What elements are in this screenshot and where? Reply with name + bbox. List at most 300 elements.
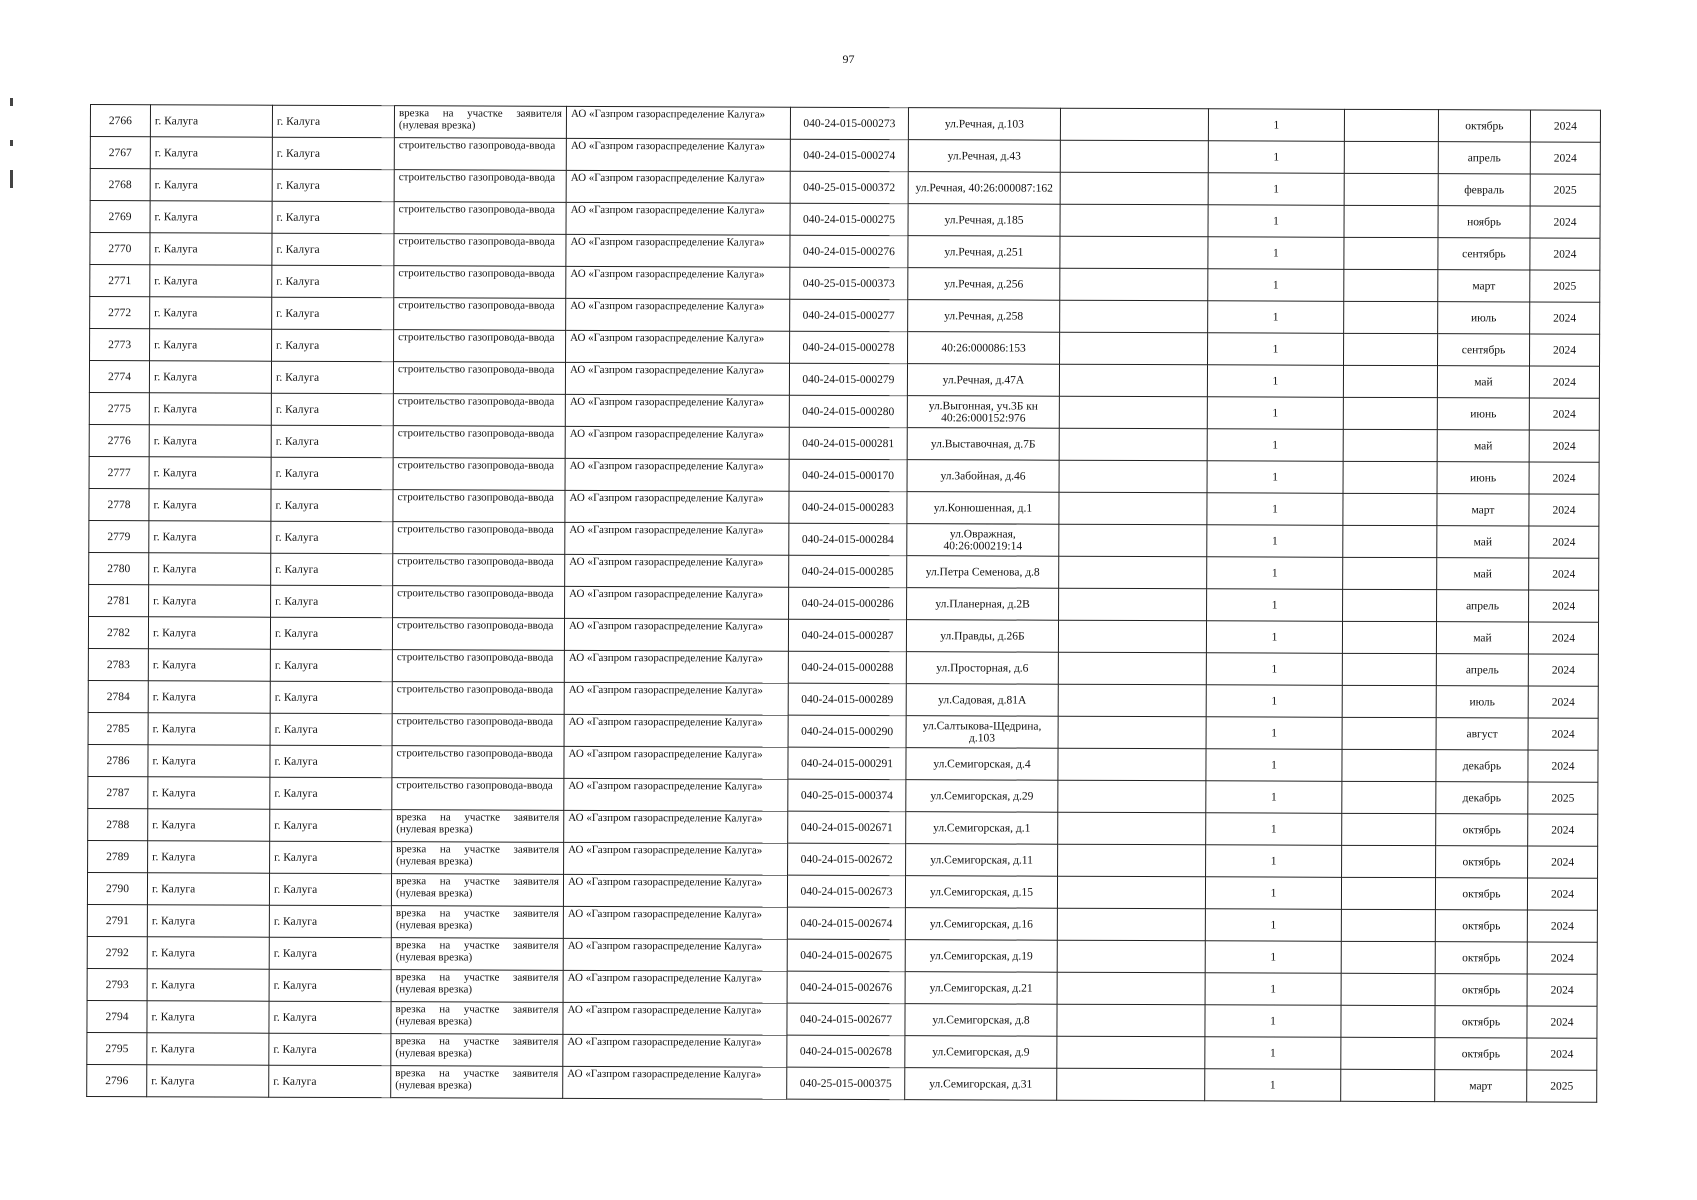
quantity-cell: 1 [1207, 557, 1343, 590]
application-code-cell: 040-25-015-000373 [790, 267, 908, 299]
organization-cell: АО «Газпром газораспределение Калуга» [565, 490, 789, 523]
application-code-cell: 040-24-015-002678 [787, 1035, 905, 1067]
month-cell: октябрь [1435, 942, 1527, 974]
application-code-cell: 040-24-015-000291 [788, 747, 906, 779]
year-cell: 2024 [1528, 846, 1598, 878]
settlement-cell: г. Калуга [270, 841, 392, 873]
year-cell: 2024 [1528, 718, 1598, 750]
application-code-cell: 040-24-015-000279 [789, 363, 907, 395]
empty-cell [1344, 109, 1438, 141]
organization-cell: АО «Газпром газораспределение Калуга» [563, 1002, 787, 1035]
address-cell: ул.Семигорская, д.1 [906, 812, 1058, 845]
row-number-cell: 2774 [89, 361, 149, 393]
application-code-cell: 040-24-015-002675 [787, 939, 905, 971]
empty-cell [1342, 717, 1436, 749]
empty-cell [1341, 877, 1435, 909]
year-cell: 2024 [1529, 494, 1599, 526]
month-cell: октябрь [1435, 878, 1527, 910]
empty-cell [1342, 845, 1436, 877]
month-cell: октябрь [1436, 814, 1528, 846]
empty-cell [1058, 652, 1206, 685]
work-type-cell: строительство газопровода-ввода [393, 426, 565, 459]
year-cell: 2024 [1530, 302, 1600, 334]
district-cell: г. Калуга [148, 617, 270, 649]
district-cell: г. Калуга [147, 1065, 269, 1097]
work-type-cell: строительство газопровода-ввода [393, 458, 565, 491]
year-cell: 2025 [1527, 1070, 1597, 1102]
work-type-cell: строительство газопровода-ввода [393, 394, 565, 427]
year-cell: 2024 [1529, 590, 1599, 622]
organization-cell: АО «Газпром газораспределение Калуга» [565, 362, 789, 395]
work-type-cell: врезка на участке заявителя (нулевая врезка) [391, 1066, 563, 1099]
year-cell: 2024 [1527, 1038, 1597, 1070]
row-number-cell: 2794 [87, 1000, 147, 1032]
quantity-cell: 1 [1208, 269, 1344, 302]
application-code-cell: 040-24-015-002677 [787, 1003, 905, 1035]
month-cell: март [1437, 494, 1529, 526]
settlement-cell: г. Калуга [270, 649, 392, 681]
address-cell: ул.Конюшенная, д.1 [907, 492, 1059, 525]
work-type-cell: врезка на участке заявителя (нулевая врезка) [392, 842, 564, 875]
application-code-cell: 040-25-015-000372 [790, 171, 908, 203]
work-type-cell: строительство газопровода-ввода [392, 650, 564, 683]
work-type-cell: строительство газопровода-ввода [394, 234, 566, 267]
empty-cell [1342, 685, 1436, 717]
empty-cell [1060, 268, 1208, 301]
address-cell: ул.Забойная, д.46 [907, 460, 1059, 493]
row-number-cell: 2792 [87, 936, 147, 968]
row-number-cell: 2772 [90, 297, 150, 329]
application-code-cell: 040-24-015-000281 [789, 427, 907, 459]
address-cell: ул.Речная, д.103 [908, 108, 1060, 141]
organization-cell: АО «Газпром газораспределение Калуга» [564, 650, 788, 683]
empty-cell [1058, 844, 1206, 877]
address-cell: ул.Выгонная, уч.3Б кн 40:26:000152:976 [907, 396, 1059, 429]
empty-cell [1060, 236, 1208, 269]
empty-cell [1057, 972, 1205, 1005]
month-cell: декабрь [1436, 782, 1528, 814]
empty-cell [1058, 748, 1206, 781]
address-cell: ул.Речная, д.185 [908, 204, 1060, 237]
work-type-cell: строительство газопровода-ввода [393, 586, 565, 619]
work-type-cell: врезка на участке заявителя (нулевая врезка) [391, 906, 563, 939]
empty-cell [1344, 141, 1438, 173]
application-code-cell: 040-24-015-000288 [788, 651, 906, 683]
district-cell: г. Калуга [148, 809, 270, 841]
application-code-cell: 040-24-015-002676 [787, 971, 905, 1003]
year-cell: 2024 [1528, 750, 1598, 782]
address-cell: ул.Семигорская, д.31 [905, 1068, 1057, 1101]
quantity-cell: 1 [1207, 525, 1343, 558]
address-cell: 40:26:000086:153 [908, 332, 1060, 365]
month-cell: май [1437, 558, 1529, 590]
empty-cell [1344, 333, 1438, 365]
empty-cell [1343, 429, 1437, 461]
work-type-cell: строительство газопровода-ввода [394, 202, 566, 235]
empty-cell [1057, 876, 1205, 909]
district-cell: г. Калуга [150, 201, 272, 233]
application-code-cell: 040-24-015-000170 [789, 459, 907, 491]
district-cell: г. Калуга [148, 681, 270, 713]
quantity-cell: 1 [1207, 589, 1343, 622]
settlement-cell: г. Калуга [271, 393, 393, 425]
application-code-cell: 040-24-015-000280 [789, 395, 907, 427]
empty-cell [1060, 172, 1208, 205]
empty-cell [1342, 749, 1436, 781]
empty-cell [1343, 493, 1437, 525]
district-cell: г. Калуга [150, 105, 272, 137]
settlement-cell: г. Калуга [272, 201, 394, 233]
work-type-cell: строительство газопровода-ввода [394, 266, 566, 299]
application-code-cell: 040-24-015-000277 [790, 299, 908, 331]
district-cell: г. Калуга [148, 713, 270, 745]
settlement-cell: г. Калуга [269, 969, 391, 1001]
work-type-cell: строительство газопровода-ввода [393, 490, 565, 523]
month-cell: апрель [1436, 654, 1528, 686]
work-type-cell: строительство газопровода-ввода [393, 362, 565, 395]
application-code-cell: 040-24-015-000273 [790, 107, 908, 139]
application-code-cell: 040-24-015-002674 [787, 907, 905, 939]
row-number-cell: 2788 [88, 808, 148, 840]
row-number-cell: 2781 [89, 584, 149, 616]
year-cell: 2025 [1530, 174, 1600, 206]
quantity-cell: 1 [1207, 493, 1343, 526]
organization-cell: АО «Газпром газораспределение Калуга» [564, 682, 788, 715]
application-code-cell: 040-24-015-000278 [790, 331, 908, 363]
application-code-cell: 040-24-015-000276 [790, 235, 908, 267]
month-cell: октябрь [1435, 974, 1527, 1006]
district-cell: г. Калуга [149, 393, 271, 425]
application-code-cell: 040-24-015-000286 [789, 587, 907, 619]
organization-cell: АО «Газпром газораспределение Калуга» [565, 522, 789, 555]
year-cell: 2024 [1527, 878, 1597, 910]
row-number-cell: 2779 [89, 520, 149, 552]
organization-cell: АО «Газпром газораспределение Калуга» [564, 842, 788, 875]
organization-cell: АО «Газпром газораспределение Калуга» [565, 458, 789, 491]
empty-cell [1341, 973, 1435, 1005]
quantity-cell: 1 [1208, 205, 1344, 238]
row-number-cell: 2776 [89, 424, 149, 456]
row-number-cell: 2770 [90, 233, 150, 265]
empty-cell [1341, 909, 1435, 941]
year-cell: 2024 [1529, 398, 1599, 430]
address-cell: ул.Семигорская, д.29 [906, 780, 1058, 813]
settlement-cell: г. Калуга [272, 233, 394, 265]
row-number-cell: 2777 [89, 456, 149, 488]
work-type-cell: строительство газопровода-ввода [393, 522, 565, 555]
district-cell: г. Калуга [149, 425, 271, 457]
row-number-cell: 2766 [90, 105, 150, 137]
district-cell: г. Калуга [147, 969, 269, 1001]
year-cell: 2024 [1528, 622, 1598, 654]
address-cell: ул.Семигорская, д.8 [905, 1004, 1057, 1037]
work-type-cell: врезка на участке заявителя (нулевая врезка) [394, 106, 566, 139]
district-cell: г. Калуга [150, 137, 272, 169]
application-code-cell: 040-24-015-002672 [788, 843, 906, 875]
address-cell: ул.Салтыкова-Щедрина, д.103 [906, 716, 1058, 749]
row-number-cell: 2780 [89, 552, 149, 584]
year-cell: 2024 [1528, 654, 1598, 686]
work-type-cell: строительство газопровода-ввода [392, 682, 564, 715]
district-cell: г. Калуга [149, 361, 271, 393]
empty-cell [1060, 140, 1208, 173]
empty-cell [1343, 525, 1437, 557]
scan-mark [10, 170, 13, 188]
organization-cell: АО «Газпром газораспределение Калуга» [566, 170, 790, 203]
address-cell: ул.Овражная, 40:26:000219:14 [907, 524, 1059, 557]
row-number-cell: 2783 [88, 648, 148, 680]
application-code-cell: 040-24-015-000289 [788, 683, 906, 715]
organization-cell: АО «Газпром газораспределение Калуга» [564, 714, 788, 747]
district-cell: г. Калуга [150, 233, 272, 265]
row-number-cell: 2791 [87, 904, 147, 936]
district-cell: г. Калуга [150, 169, 272, 201]
work-type-cell: врезка на участке заявителя (нулевая врезка) [391, 874, 563, 907]
row-number-cell: 2790 [87, 872, 147, 904]
row-number-cell: 2793 [87, 968, 147, 1000]
settlement-cell: г. Калуга [271, 553, 393, 585]
district-cell: г. Калуга [149, 489, 271, 521]
organization-cell: АО «Газпром газораспределение Калуга» [563, 874, 787, 907]
quantity-cell: 1 [1205, 1037, 1341, 1070]
work-type-cell: врезка на участке заявителя (нулевая врезка) [391, 1002, 563, 1035]
row-number-cell: 2775 [89, 392, 149, 424]
organization-cell: АО «Газпром газораспределение Калуга» [564, 746, 788, 779]
row-number-cell: 2768 [90, 169, 150, 201]
work-type-cell: строительство газопровода-ввода [394, 298, 566, 331]
quantity-cell: 1 [1206, 845, 1342, 878]
year-cell: 2024 [1529, 558, 1599, 590]
year-cell: 2024 [1529, 462, 1599, 494]
year-cell: 2024 [1530, 110, 1600, 142]
address-cell: ул.Семигорская, д.11 [906, 844, 1058, 877]
year-cell: 2024 [1528, 686, 1598, 718]
address-cell: ул.Речная, д.47А [907, 364, 1059, 397]
address-cell: ул.Речная, д.258 [908, 300, 1060, 333]
address-cell: ул.Семигорская, д.15 [905, 876, 1057, 909]
empty-cell [1059, 364, 1207, 397]
scan-mark [10, 98, 13, 106]
empty-cell [1060, 332, 1208, 365]
table-row [87, 1064, 1597, 1102]
table-body [87, 105, 1601, 1103]
quantity-cell: 1 [1205, 909, 1341, 942]
row-number-cell: 2782 [88, 616, 148, 648]
empty-cell [1057, 1004, 1205, 1037]
year-cell: 2024 [1527, 910, 1597, 942]
quantity-cell: 1 [1206, 749, 1342, 782]
month-cell: февраль [1438, 174, 1530, 206]
quantity-cell: 1 [1205, 1069, 1341, 1102]
document-sheet [86, 104, 1600, 1103]
settlement-cell: г. Калуга [272, 297, 394, 329]
year-cell: 2024 [1530, 238, 1600, 270]
empty-cell [1342, 621, 1436, 653]
district-cell: г. Калуга [147, 1033, 269, 1065]
district-cell: г. Калуга [149, 457, 271, 489]
district-cell: г. Калуга [148, 777, 270, 809]
organization-cell: АО «Газпром газораспределение Калуга» [566, 138, 790, 171]
quantity-cell: 1 [1206, 653, 1342, 686]
empty-cell [1057, 1068, 1205, 1101]
address-cell: ул.Семигорская, д.19 [905, 940, 1057, 973]
organization-cell: АО «Газпром газораспределение Калуга» [566, 266, 790, 299]
application-code-cell: 040-24-015-000274 [790, 139, 908, 171]
quantity-cell: 1 [1206, 685, 1342, 718]
month-cell: июль [1436, 686, 1528, 718]
organization-cell: АО «Газпром газораспределение Калуга» [566, 330, 790, 363]
quantity-cell: 1 [1205, 973, 1341, 1006]
application-code-cell: 040-24-015-000275 [790, 203, 908, 235]
district-cell: г. Калуга [150, 265, 272, 297]
quantity-cell: 1 [1208, 333, 1344, 366]
quantity-cell: 1 [1206, 781, 1342, 814]
row-number-cell: 2789 [88, 840, 148, 872]
year-cell: 2024 [1527, 942, 1597, 974]
organization-cell: АО «Газпром газораспределение Калуга» [563, 938, 787, 971]
empty-cell [1058, 716, 1206, 749]
row-number-cell: 2769 [90, 201, 150, 233]
empty-cell [1060, 204, 1208, 237]
empty-cell [1059, 556, 1207, 589]
district-cell: г. Калуга [148, 841, 270, 873]
application-code-cell: 040-25-015-000375 [787, 1067, 905, 1099]
address-cell: ул.Просторная, д.6 [906, 652, 1058, 685]
scan-mark [10, 140, 13, 146]
year-cell: 2024 [1527, 974, 1597, 1006]
organization-cell: АО «Газпром газораспределение Калуга» [564, 810, 788, 843]
district-cell: г. Калуга [150, 297, 272, 329]
empty-cell [1342, 653, 1436, 685]
settlement-cell: г. Калуга [270, 617, 392, 649]
district-cell: г. Калуга [149, 585, 271, 617]
settlement-cell: г. Калуга [272, 137, 394, 169]
settlement-cell: г. Калуга [270, 777, 392, 809]
empty-cell [1059, 428, 1207, 461]
address-cell: ул.Петра Семенова, д.8 [907, 556, 1059, 589]
empty-cell [1060, 300, 1208, 333]
empty-cell [1058, 620, 1206, 653]
quantity-cell: 1 [1208, 141, 1344, 174]
address-cell: ул.Речная, д.256 [908, 268, 1060, 301]
empty-cell [1343, 557, 1437, 589]
organization-cell: АО «Газпром газораспределение Калуга» [565, 426, 789, 459]
month-cell: апрель [1437, 590, 1529, 622]
organization-cell: АО «Газпром газораспределение Калуга» [565, 554, 789, 587]
row-number-cell: 2795 [87, 1032, 147, 1064]
work-type-cell: строительство газопровода-ввода [394, 138, 566, 171]
address-cell: ул.Семигорская, д.21 [905, 972, 1057, 1005]
settlement-cell: г. Калуга [271, 361, 393, 393]
settlement-cell: г. Калуга [269, 905, 391, 937]
empty-cell [1060, 108, 1208, 141]
settlement-cell: г. Калуга [269, 937, 391, 969]
work-type-cell: врезка на участке заявителя (нулевая врезка) [391, 938, 563, 971]
address-cell: ул.Планерная, д.2В [907, 588, 1059, 621]
year-cell: 2024 [1527, 1006, 1597, 1038]
organization-cell: АО «Газпром газораспределение Калуга» [563, 970, 787, 1003]
month-cell: май [1436, 622, 1528, 654]
quantity-cell: 1 [1206, 717, 1342, 750]
quantity-cell: 1 [1207, 365, 1343, 398]
month-cell: октябрь [1435, 1006, 1527, 1038]
year-cell: 2024 [1529, 366, 1599, 398]
address-cell: ул.Садовая, д.81А [906, 684, 1058, 717]
row-number-cell: 2771 [90, 265, 150, 297]
quantity-cell: 1 [1205, 1005, 1341, 1038]
month-cell: апрель [1438, 142, 1530, 174]
empty-cell [1059, 492, 1207, 525]
work-type-cell: строительство газопровода-ввода [394, 330, 566, 363]
work-type-cell: строительство газопровода-ввода [392, 778, 564, 811]
settlement-cell: г. Калуга [270, 681, 392, 713]
application-code-cell: 040-24-015-000283 [789, 491, 907, 523]
month-cell: октябрь [1435, 910, 1527, 942]
work-type-cell: строительство газопровода-ввода [394, 170, 566, 203]
gas-connection-table [86, 104, 1601, 1103]
quantity-cell: 1 [1207, 429, 1343, 462]
empty-cell [1341, 1069, 1435, 1101]
organization-cell: АО «Газпром газораспределение Калуга» [563, 906, 787, 939]
empty-cell [1057, 940, 1205, 973]
empty-cell [1341, 1005, 1435, 1037]
quantity-cell: 1 [1206, 813, 1342, 846]
quantity-cell: 1 [1206, 621, 1342, 654]
row-number-cell: 2778 [89, 488, 149, 520]
empty-cell [1344, 205, 1438, 237]
empty-cell [1343, 461, 1437, 493]
organization-cell: АО «Газпром газораспределение Калуга» [564, 618, 788, 651]
district-cell: г. Калуга [148, 649, 270, 681]
quantity-cell: 1 [1205, 941, 1341, 974]
month-cell: март [1435, 1070, 1527, 1102]
district-cell: г. Калуга [147, 905, 269, 937]
month-cell: май [1437, 526, 1529, 558]
settlement-cell: г. Калуга [269, 873, 391, 905]
organization-cell: АО «Газпром газораспределение Калуга» [565, 394, 789, 427]
settlement-cell: г. Калуга [269, 1001, 391, 1033]
organization-cell: АО «Газпром газораспределение Калуга» [566, 106, 790, 139]
row-number-cell: 2785 [88, 712, 148, 744]
address-cell: ул.Речная, д.251 [908, 236, 1060, 269]
settlement-cell: г. Калуга [271, 489, 393, 521]
quantity-cell: 1 [1208, 237, 1344, 270]
district-cell: г. Калуга [148, 745, 270, 777]
month-cell: октябрь [1436, 846, 1528, 878]
empty-cell [1057, 908, 1205, 941]
district-cell: г. Калуга [149, 521, 271, 553]
application-code-cell: 040-24-015-000287 [788, 619, 906, 651]
year-cell: 2025 [1530, 270, 1600, 302]
quantity-cell: 1 [1208, 173, 1344, 206]
empty-cell [1059, 588, 1207, 621]
month-cell: март [1438, 270, 1530, 302]
quantity-cell: 1 [1207, 461, 1343, 494]
address-cell: ул.Выставочная, д.7Б [907, 428, 1059, 461]
row-number-cell: 2796 [87, 1064, 147, 1096]
month-cell: июнь [1437, 398, 1529, 430]
empty-cell [1058, 684, 1206, 717]
address-cell: ул.Правды, д.26Б [906, 620, 1058, 653]
empty-cell [1343, 397, 1437, 429]
settlement-cell: г. Калуга [269, 1065, 391, 1097]
month-cell: октябрь [1438, 110, 1530, 142]
empty-cell [1344, 301, 1438, 333]
organization-cell: АО «Газпром газораспределение Калуга» [564, 778, 788, 811]
empty-cell [1342, 813, 1436, 845]
empty-cell [1344, 269, 1438, 301]
settlement-cell: г. Калуга [269, 1033, 391, 1065]
